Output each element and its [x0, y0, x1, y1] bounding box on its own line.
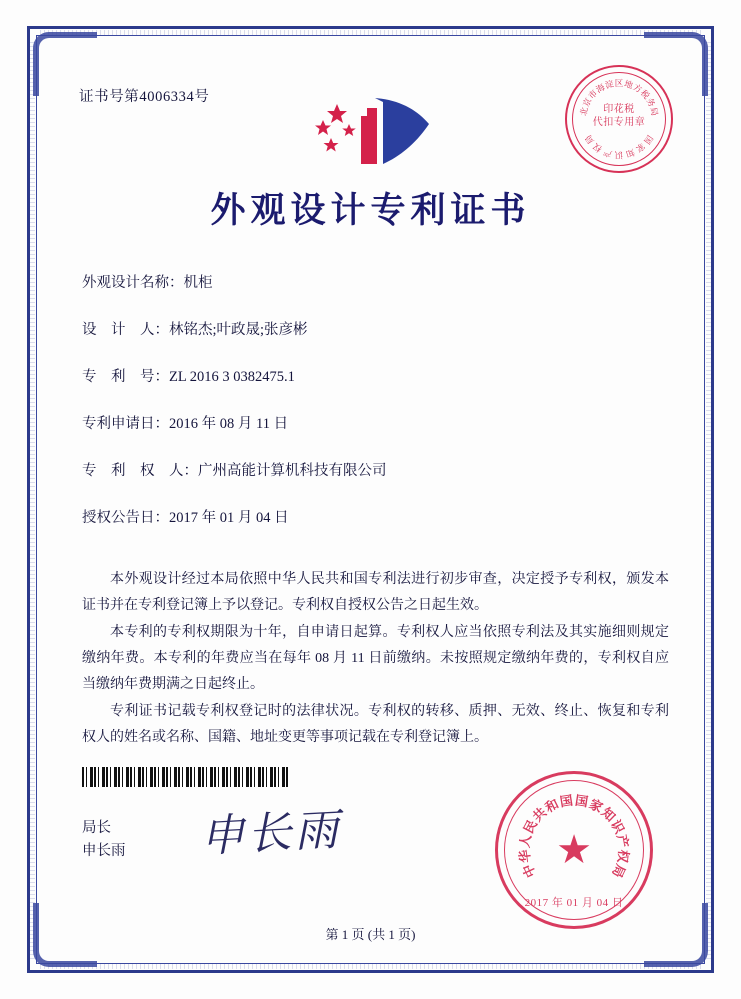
field-label: 设 计 人：	[82, 322, 169, 338]
field-row	[82, 461, 671, 481]
field-value: ZL 2016 3 0382475.1	[169, 369, 295, 385]
field-list	[82, 273, 671, 555]
border-band-left	[30, 40, 35, 959]
cnipa-logo-icon	[305, 90, 445, 170]
page-footer: 第 1 页 (共 1 页)	[325, 927, 416, 942]
field-label: 专 利 权 人：	[82, 463, 198, 479]
field-row	[82, 320, 671, 340]
field-row	[82, 508, 671, 528]
tax-stamp-line-1: 印花税	[603, 104, 635, 115]
field-row	[82, 367, 671, 387]
field-label: 外观设计名称：	[82, 275, 184, 291]
barcode	[82, 767, 290, 787]
legal-paragraph: 专利证书记载专利权登记时的法律状况。专利权的转移、质押、无效、终止、恢复和专利权人的姓名或名称、国籍、地址变更等事项记载在专利登记簿上。	[82, 704, 669, 745]
handwritten-signature: 申长雨	[198, 804, 343, 863]
field-value: 2017 年 01 月 04 日	[169, 510, 289, 526]
field-value: 林铭杰;叶政晟;张彦彬	[169, 322, 308, 338]
legal-paragraph: 本专利的专利权期限为十年，自申请日起算。专利权人应当依照专利法及其实施细则规定缴纳年费。本专利的年费应当在每年 08 月 11 日前缴纳。未按照规定缴纳年费的，专利权自应当缴纳年费期满之日起终止。	[82, 625, 669, 692]
field-row	[82, 273, 671, 293]
field-value: 广州高能计算机科技有限公司	[198, 463, 387, 479]
star-icon: ★	[556, 827, 592, 872]
tax-stamp-line-2: 代扣专用章	[592, 117, 646, 128]
field-label: 授权公告日：	[82, 510, 169, 526]
signature-block	[82, 817, 126, 863]
field-label: 专 利 号：	[82, 369, 169, 385]
certificate-number: 证书号第4006334号	[79, 89, 210, 105]
tax-stamp-arc-top: 北 京 市 海 淀 区 地 方 税 务 局	[578, 78, 660, 117]
legal-paragraph: 本外观设计经过本局依照中华人民共和国专利法进行初步审查，决定授予专利权，颁发本证书并在专利登记簿上予以登记。专利权自授权公告之日起生效。	[82, 572, 669, 613]
official-seal-date: 2017 年 01 月 04 日	[524, 897, 624, 909]
field-value: 机柜	[183, 275, 213, 291]
page-title: 外观设计专利证书	[210, 190, 531, 231]
tax-stamp	[565, 65, 673, 173]
field-value: 2016 年 08 月 11 日	[169, 416, 289, 432]
field-label: 专利申请日：	[82, 416, 169, 432]
border-band-bottom	[40, 964, 701, 969]
tax-stamp-arc-bottom: 国 家 知 识 产 权 局	[582, 133, 656, 160]
certificate-content	[60, 55, 681, 949]
official-seal: 中 华 人 民 共 和 国 国 家 知 识 产 权 局 ★ 2017 年 01 月 04 日	[495, 771, 653, 929]
field-row	[82, 414, 671, 434]
signature-title: 局长	[82, 820, 111, 836]
signature-name: 申长雨	[82, 843, 126, 859]
legal-body-text	[82, 567, 669, 752]
border-band-right	[706, 40, 711, 959]
